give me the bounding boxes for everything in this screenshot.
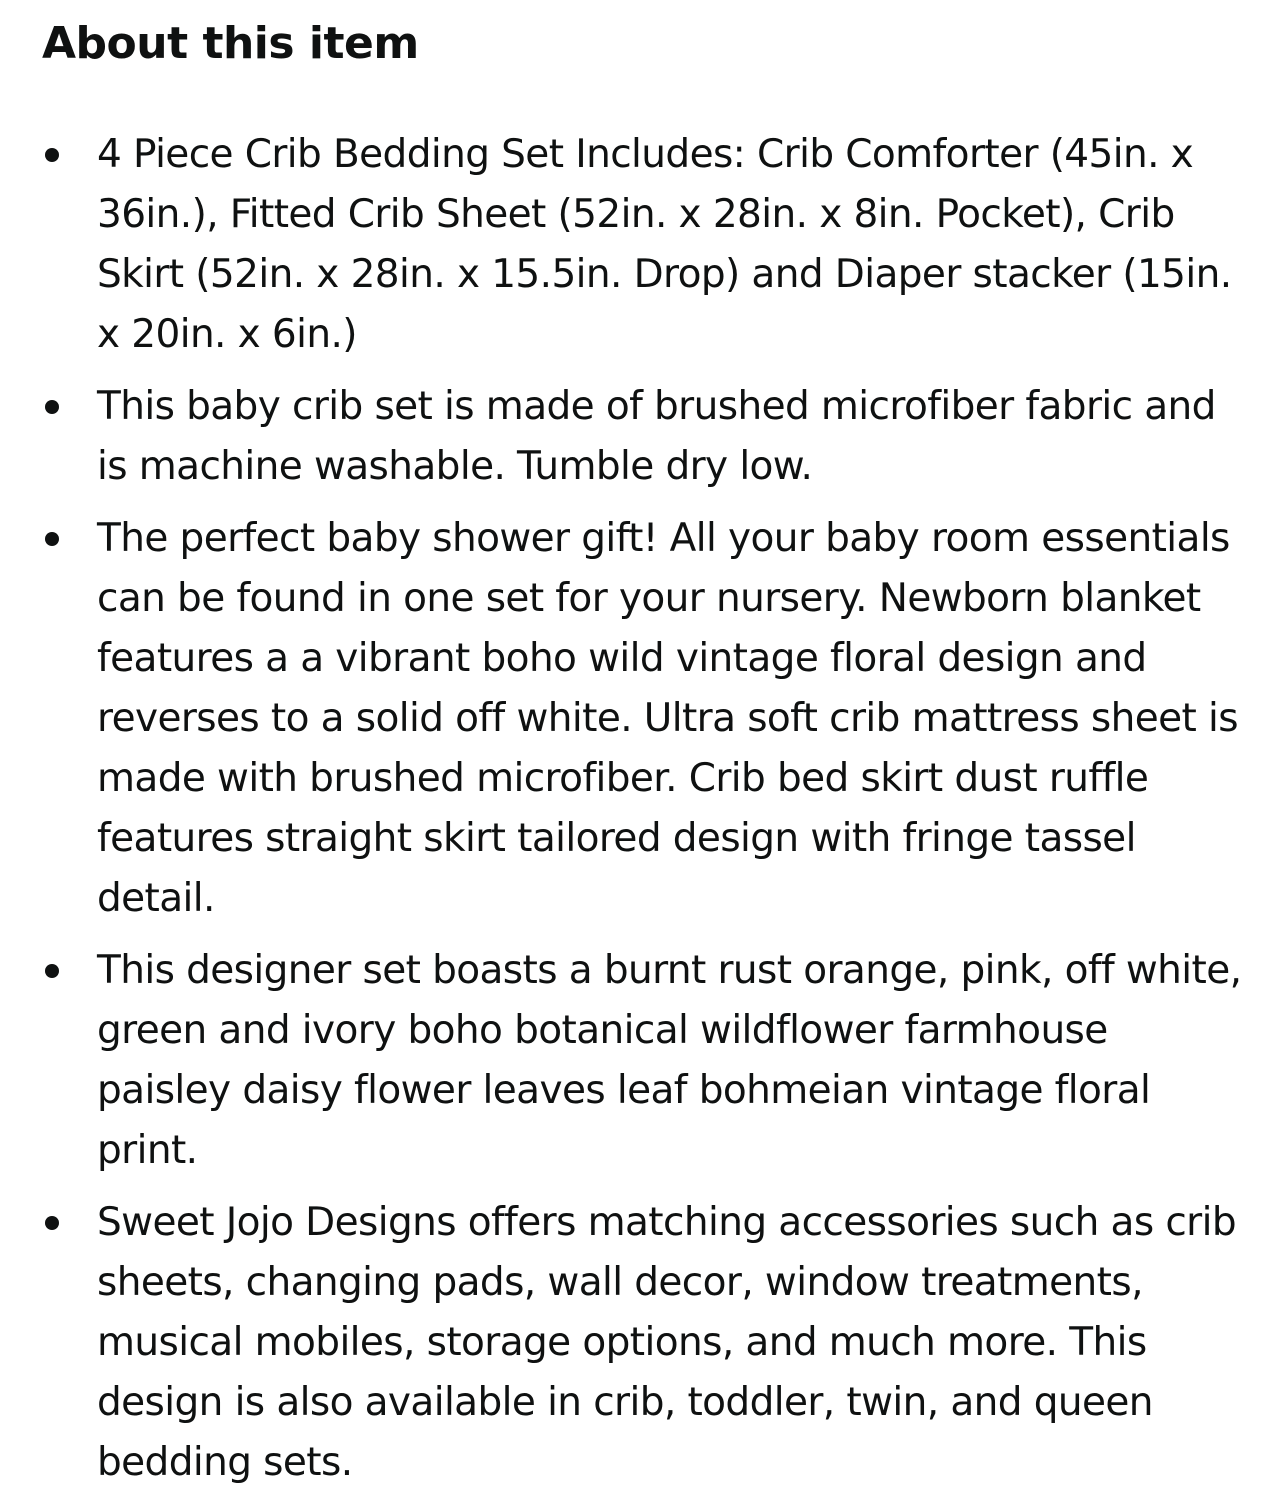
feature-bullet-list [42,125,1252,1505]
feature-bullet [42,941,1252,1181]
feature-bullet-text: The perfect baby shower gift! All your baby room essentials can be found in one set for your nursery. Newborn blanket features a a vibrant boho wild vintage floral design and reverses to a solid off white. Ultra soft crib mattress sheet is made with brushed microfiber. Crib bed skirt dust ruffle features straight skirt tailored design with fringe tassel detail. [97,516,1238,921]
feature-bullet [42,1193,1252,1493]
feature-bullet [42,377,1252,497]
feature-bullet-text: This designer set boasts a burnt rust orange, pink, off white, green and ivory boho botanical wildflower farmhouse paisley daisy flower leaves leaf bohmeian vintage floral print. [97,948,1242,1173]
section-heading: About this item [42,18,419,69]
feature-bullet [42,509,1252,929]
bullet-dot-icon [45,532,59,546]
feature-bullet-text: This baby crib set is made of brushed microfiber fabric and is machine washable. Tumble dry low. [97,384,1216,489]
bullet-dot-icon [45,964,59,978]
bullet-dot-icon [45,148,59,162]
feature-bullet-text: 4 Piece Crib Bedding Set Includes: Crib Comforter (45in. x 36in.), Fitted Crib Sheet (52in. x 28in. x 8in. Pocket), Crib Skirt (52in. x 28in. x 15.5in. Drop) and Diaper stacker (15in. x 20in. x 6in.) [97,132,1232,357]
feature-bullet-text: Sweet Jojo Designs offers matching accessories such as crib sheets, changing pads, wall decor, window treatments, musical mobiles, storage options, and much more. This design is also available in crib, toddler, twin, and queen bedding sets. [97,1200,1236,1485]
feature-bullet [42,125,1252,365]
bullet-dot-icon [45,400,59,414]
bullet-dot-icon [45,1216,59,1230]
